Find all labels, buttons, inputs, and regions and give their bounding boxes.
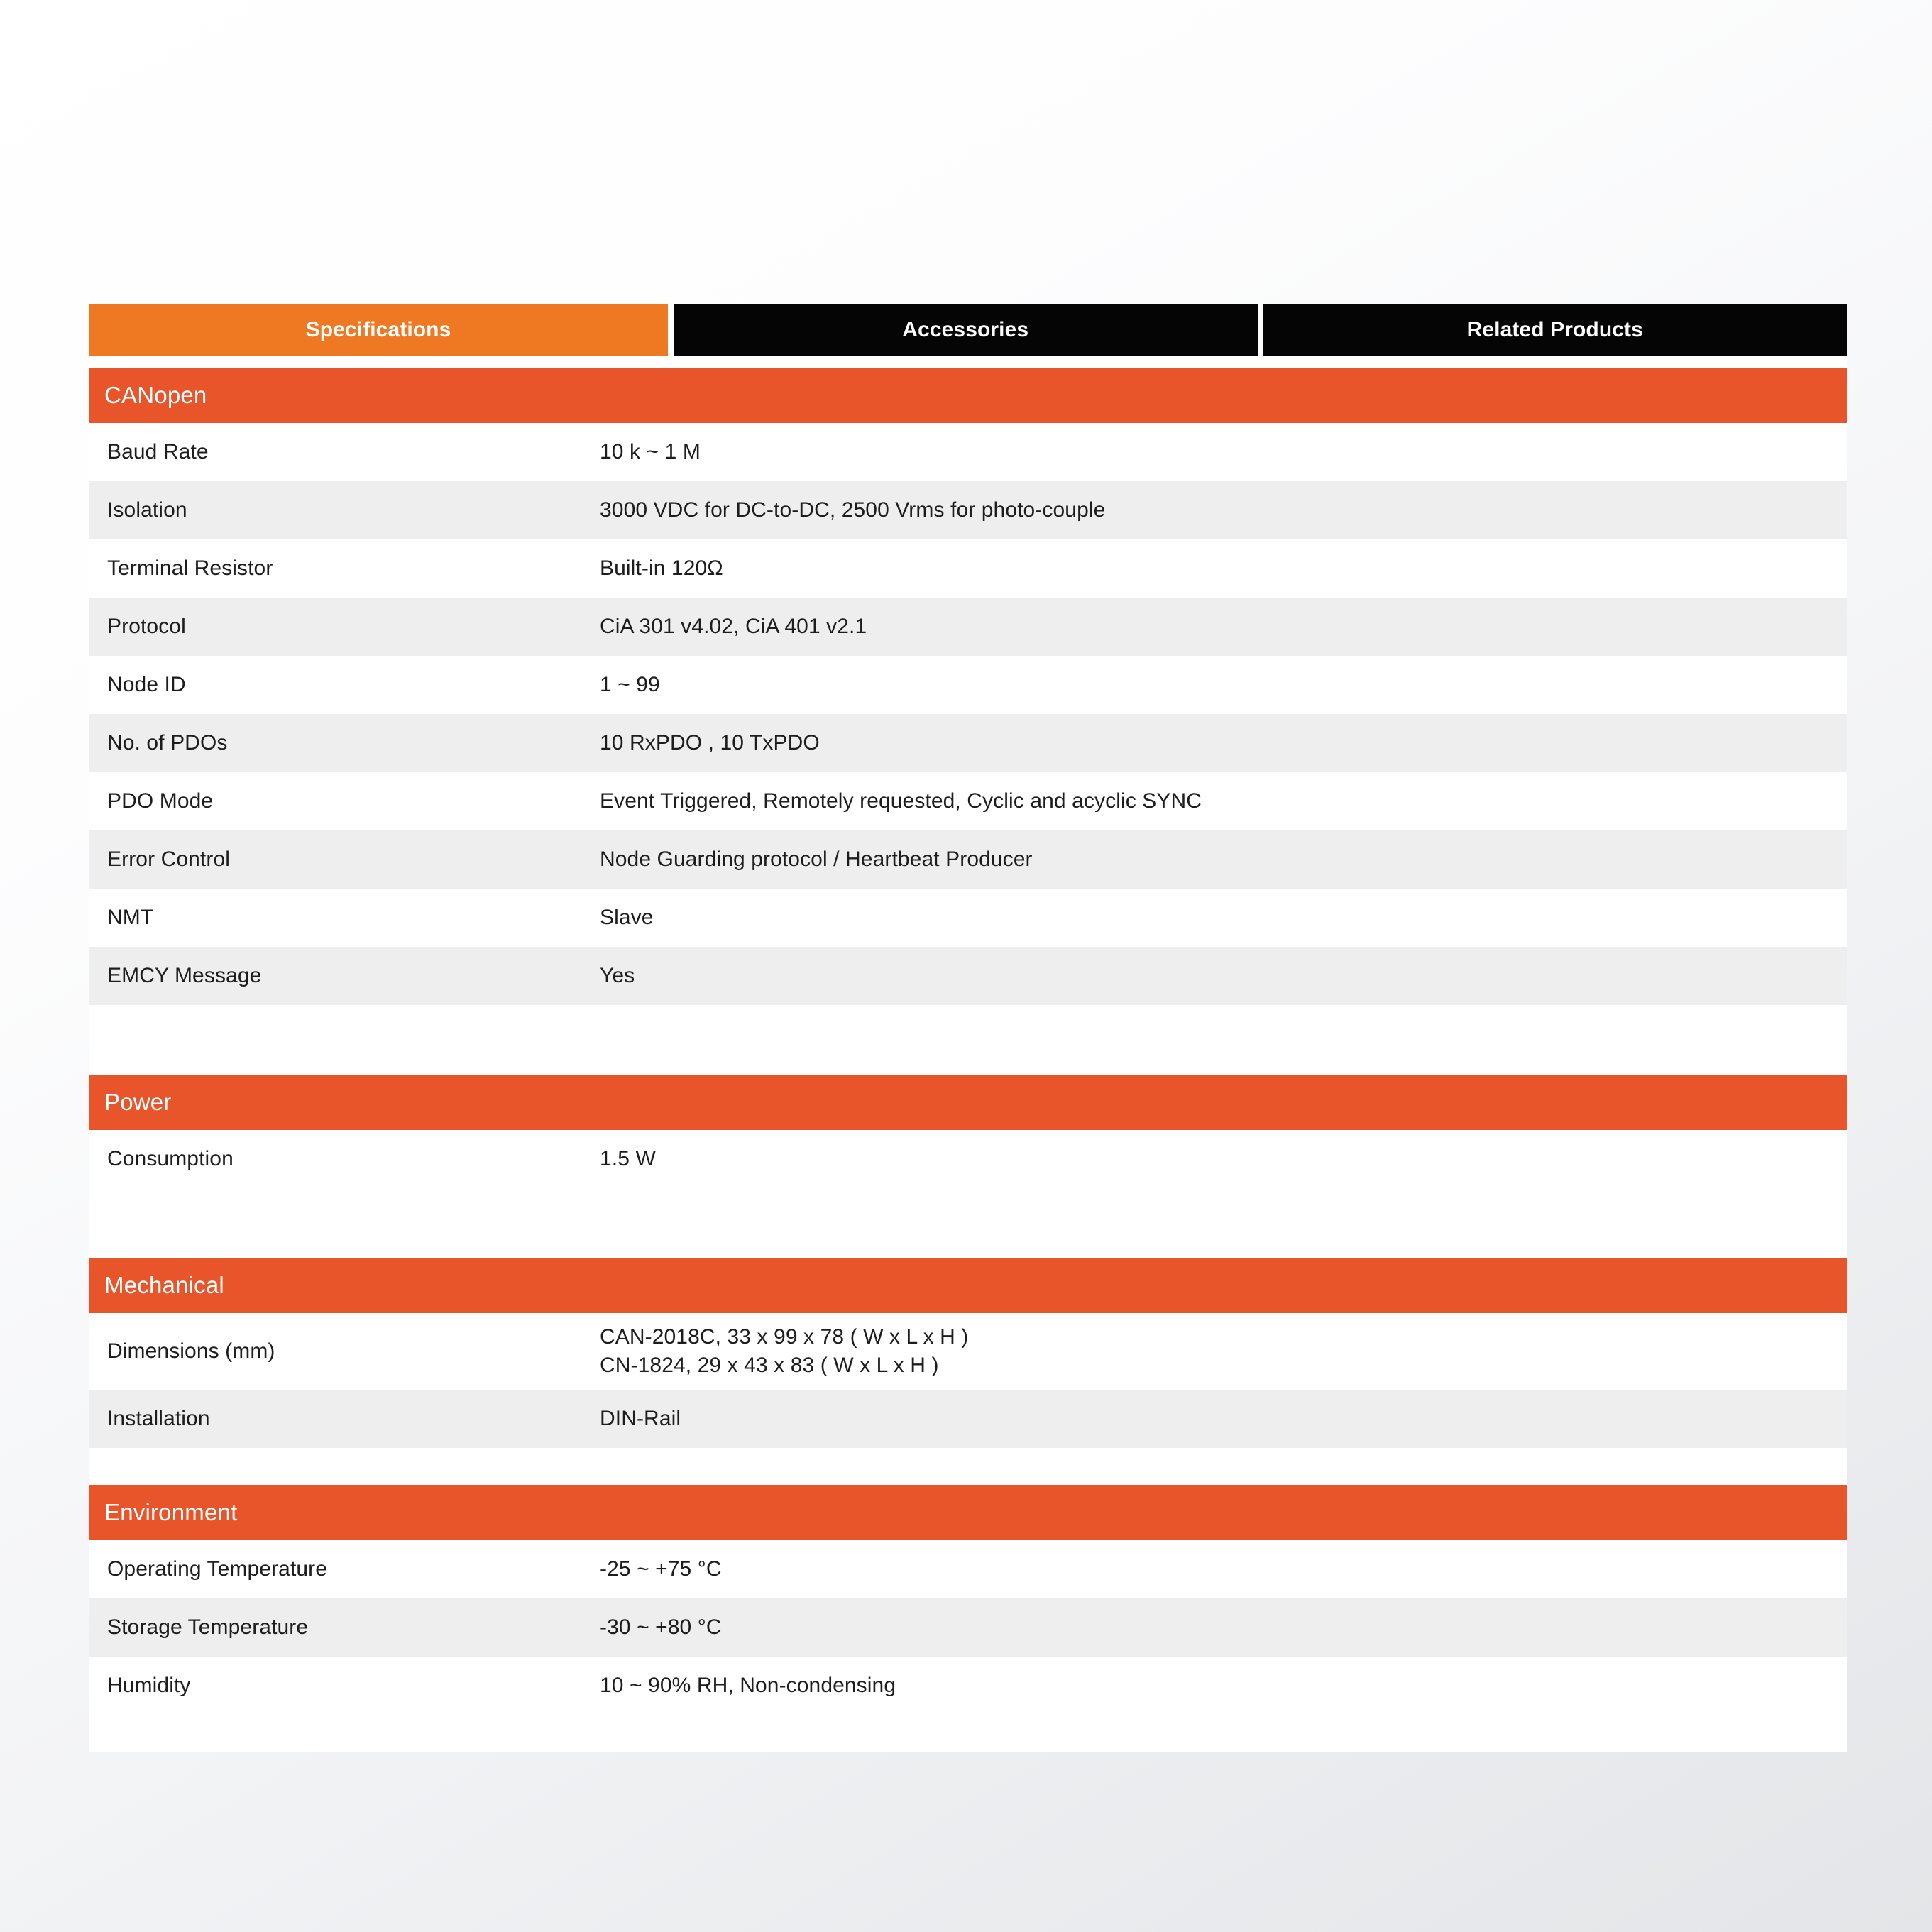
spec-key: Storage Temperature xyxy=(107,1615,309,1639)
section-title: Environment xyxy=(104,1499,238,1525)
table-row xyxy=(89,539,1847,598)
spec-key: Operating Temperature xyxy=(107,1557,328,1581)
spec-value: 1.5 W xyxy=(600,1147,656,1171)
spec-key: Node ID xyxy=(107,673,186,696)
spec-value: Event Triggered, Remotely requested, Cyclic and acyclic SYNC xyxy=(600,789,1202,813)
spec-key: Installation xyxy=(107,1407,210,1430)
table-row xyxy=(89,714,1847,772)
table-row xyxy=(89,1390,1847,1448)
spec-value: 10 k ~ 1 M xyxy=(600,440,701,464)
section-header-canopen xyxy=(89,368,1847,423)
spec-sections xyxy=(89,368,1847,1752)
specifications-panel xyxy=(89,304,1847,1752)
section-bottom-pad xyxy=(89,1188,1847,1225)
spec-value: Yes xyxy=(600,964,635,988)
section-header-environment xyxy=(89,1485,1847,1540)
section-header-power xyxy=(89,1075,1847,1130)
tab-accessories[interactable] xyxy=(674,304,1258,356)
spec-value: CiA 301 v4.02, CiA 401 v2.1 xyxy=(600,615,867,639)
tab-label: Accessories xyxy=(902,318,1029,341)
section-gap xyxy=(89,1225,1847,1258)
table-row xyxy=(89,1598,1847,1657)
spec-key: No. of PDOs xyxy=(107,731,228,754)
spec-key: Isolation xyxy=(107,498,187,522)
spec-value: 3000 VDC for DC-to-DC, 2500 Vrms for photo-couple xyxy=(600,498,1106,522)
spec-value: -25 ~ +75 °C xyxy=(600,1557,722,1581)
table-row xyxy=(89,1130,1847,1188)
section-title: Mechanical xyxy=(104,1272,224,1298)
section-header-mechanical xyxy=(89,1258,1847,1313)
spec-key: Error Control xyxy=(107,847,231,871)
spec-key: Protocol xyxy=(107,615,186,638)
spec-value: 10 RxPDO , 10 TxPDO xyxy=(600,731,820,755)
table-row xyxy=(89,1657,1847,1715)
tab-related-products[interactable] xyxy=(1263,304,1848,356)
table-row xyxy=(89,772,1847,830)
table-row xyxy=(89,947,1847,1005)
tab-label: Specifications xyxy=(305,318,451,341)
spec-value xyxy=(600,1323,1847,1380)
table-row xyxy=(89,423,1847,481)
spec-value: 10 ~ 90% RH, Non-condensing xyxy=(600,1674,896,1698)
spec-value: Slave xyxy=(600,906,654,930)
section-rows-mechanical xyxy=(89,1313,1847,1485)
table-row xyxy=(89,481,1847,539)
tab-underline-strip xyxy=(89,356,1847,368)
table-row xyxy=(89,1313,1847,1390)
spec-value: Built-in 120Ω xyxy=(600,556,723,581)
spec-key: PDO Mode xyxy=(107,789,214,813)
spec-key: Dimensions (mm) xyxy=(107,1339,275,1363)
section-bottom-pad xyxy=(89,1715,1847,1752)
spec-key: Consumption xyxy=(107,1147,234,1170)
section-bottom-pad xyxy=(89,1005,1847,1042)
tab-label: Related Products xyxy=(1466,318,1643,341)
section-gap xyxy=(89,1042,1847,1075)
spec-value: DIN-Rail xyxy=(600,1407,681,1431)
tab-specifications[interactable] xyxy=(89,304,668,356)
section-title: CANopen xyxy=(104,382,207,408)
section-rows-canopen xyxy=(89,423,1847,1042)
spec-value-line: CN-1824, 29 x 43 x 83 ( W x L x H ) xyxy=(600,1354,939,1377)
spec-key: Terminal Resistor xyxy=(107,556,273,580)
spec-key: Humidity xyxy=(107,1674,191,1697)
section-title: Power xyxy=(104,1089,172,1115)
table-row xyxy=(89,598,1847,656)
spec-value: -30 ~ +80 °C xyxy=(600,1615,722,1640)
spec-value-line: CAN-2018C, 33 x 99 x 78 ( W x L x H ) xyxy=(600,1325,969,1349)
tab-bar xyxy=(89,304,1847,356)
section-bottom-pad xyxy=(89,1448,1847,1485)
table-row xyxy=(89,830,1847,889)
section-rows-environment xyxy=(89,1540,1847,1752)
spec-key: Baud Rate xyxy=(107,440,209,463)
spec-key: NMT xyxy=(107,906,154,929)
section-rows-power xyxy=(89,1130,1847,1225)
table-row xyxy=(89,1540,1847,1598)
table-row xyxy=(89,656,1847,714)
spec-key: EMCY Message xyxy=(107,964,262,987)
table-row xyxy=(89,889,1847,947)
spec-value: 1 ~ 99 xyxy=(600,673,660,697)
spec-value: Node Guarding protocol / Heartbeat Producer xyxy=(600,847,1033,872)
